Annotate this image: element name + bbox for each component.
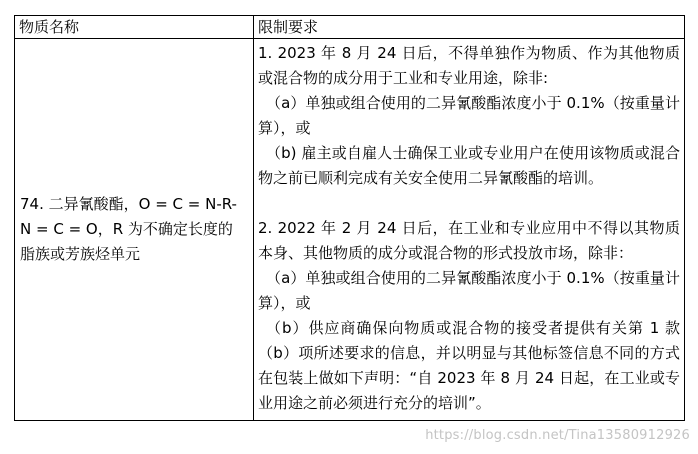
restriction-item-1: 1. 2023 年 8 月 24 日后，不得单独作为物质、作为其他物质或混合物的成分用于工业和专业用途，除非:: [258, 44, 680, 87]
table-row: [15, 39, 685, 421]
restriction-item-1a: （a）单独或组合使用的二异氰酸酯浓度小于 0.1%（按重量计算），或: [258, 94, 680, 137]
restriction-table: [14, 15, 685, 421]
restriction-item-1b: （b) 雇主或自雇人士确保工业或专业用户在使用该物质或混合物之前已顺利完成有关安全使用二异氰酸酯的培训。: [258, 144, 680, 187]
restriction-item-2: 2. 2022 年 2 月 24 日后，在工业和专业应用中不得以其物质本身、其他物质的成分或混合物的形式投放市场，除非：: [258, 219, 680, 262]
watermark: https://blog.csdn.net/Tina13580912926: [425, 428, 690, 443]
header-restriction: 限制要求: [254, 16, 685, 39]
table-header-row: [15, 16, 685, 39]
substance-cell: 74. 二异氰酸酯，O = C = N-R-N = C = O，R 为不确定长度的脂族或芳族烃单元: [15, 39, 254, 421]
restriction-item-2b: （b）供应商确保向物质或混合物的接受者提供有关第 1 款（b）项所述要求的信息，并以明显与其他标签信息不同的方式在包装上做如下声明：“自 2023 年 8 月 24 日起，在工业或专业用途之前必须进行充分的培训”。: [258, 319, 680, 412]
paragraph-spacer: [258, 191, 680, 216]
header-substance-name: 物质名称: [15, 16, 254, 39]
restriction-cell: [254, 39, 685, 421]
restriction-item-2a: （a）单独或组合使用的二异氰酸酯浓度小于 0.1%（按重量计算），或: [258, 269, 680, 312]
